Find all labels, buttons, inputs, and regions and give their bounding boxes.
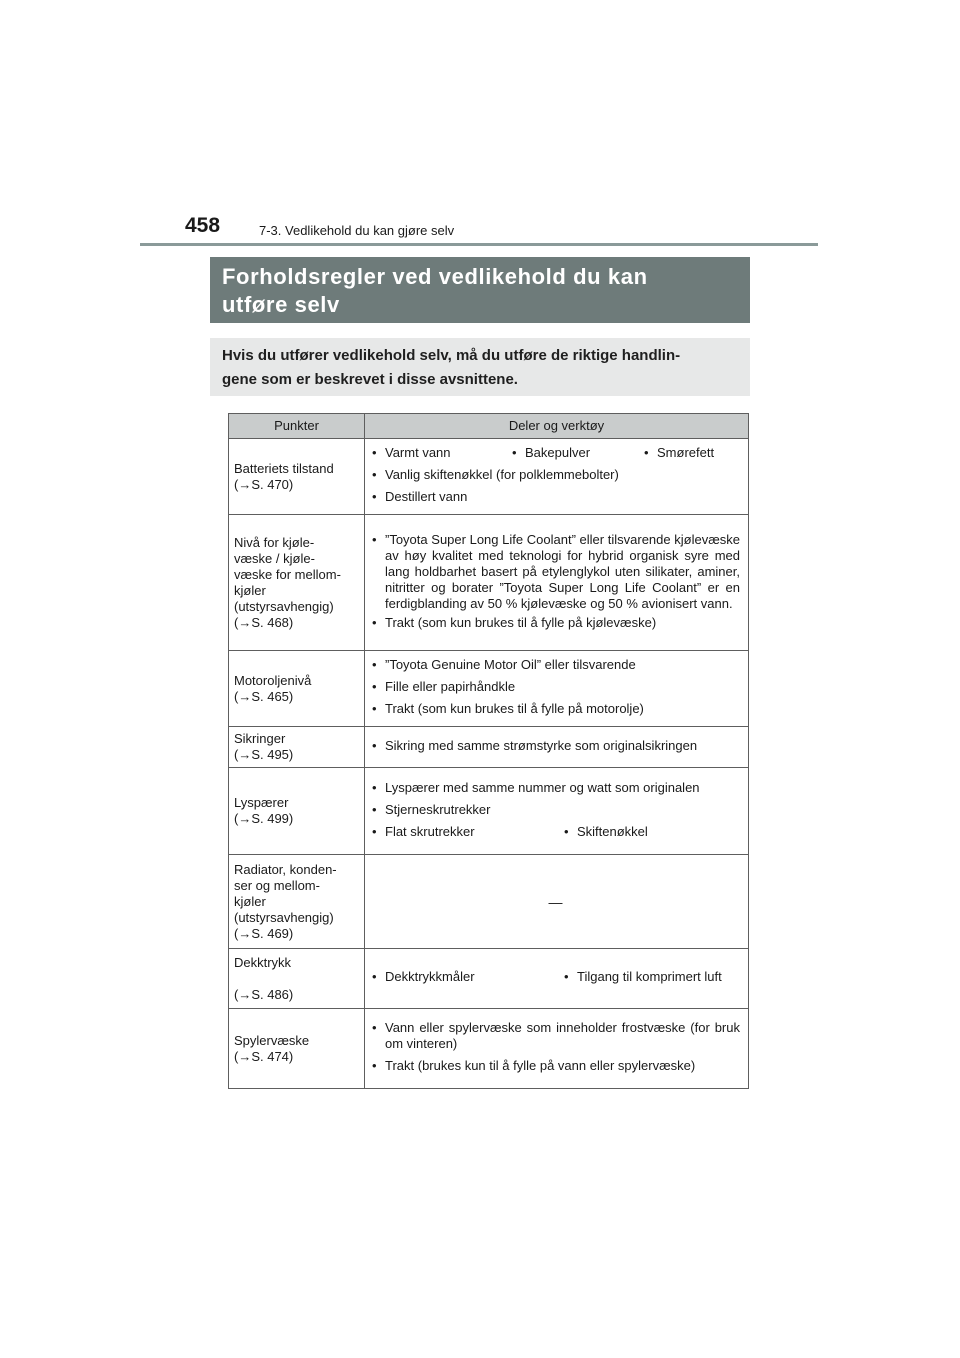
column-header-items: Punkter (229, 414, 365, 439)
list-item: • Tilgang til komprimert luft (563, 969, 740, 985)
empty-dash: — (548, 893, 563, 910)
table-row (229, 439, 749, 515)
list-item: • Smørefett (643, 445, 714, 461)
table-row (229, 727, 749, 768)
list-item: • Vanlig skiftenøkkel (for polklemmebolter) (371, 467, 740, 483)
list-item: • Fille eller papirhåndkle (371, 679, 740, 695)
intro-box (210, 338, 750, 396)
list-item: • Varmt vann (371, 445, 511, 461)
table-header-row (229, 414, 749, 439)
parts-cell (365, 1009, 749, 1089)
parts-cell (365, 727, 749, 768)
parts-cell (365, 949, 749, 1009)
parts-cell (365, 855, 749, 949)
list-item: • Flat skrutrekker (371, 824, 563, 840)
list-item: • Destillert vann (371, 489, 740, 505)
parts-table (228, 413, 749, 1089)
parts-cell (365, 515, 749, 651)
page-number: 458 (185, 214, 221, 237)
title-line-1: Forholdsregler ved vedlikehold du kan (222, 264, 648, 289)
parts-cell (365, 768, 749, 855)
item-cell: Dekktrykk (→S. 486) (229, 949, 365, 1009)
item-cell: Spylervæske (→S. 474) (229, 1009, 365, 1089)
item-cell: Batteriets tilstand (→S. 470) (229, 439, 365, 515)
title-line-2: utføre selv (222, 292, 340, 317)
header-divider (140, 243, 818, 246)
table-row (229, 651, 749, 727)
parts-inline-row (371, 445, 740, 461)
section-title: 7-3. Vedlikehold du kan gjøre selv (259, 223, 455, 238)
item-cell: Motoroljenivå (→S. 465) (229, 651, 365, 727)
list-item: • Trakt (som kun brukes til å fylle på kjølevæske) (371, 615, 740, 631)
list-item: • Skiftenøkkel (563, 824, 648, 840)
list-item: • Bakepulver (511, 445, 643, 461)
column-header-parts: Deler og verktøy (365, 414, 749, 439)
item-cell: Sikringer (→S. 495) (229, 727, 365, 768)
intro-line-1: Hvis du utfører vedlikehold selv, må du utføre de riktige handlin- (222, 347, 681, 364)
list-item: • Lyspærer med samme nummer og watt som originalen (371, 780, 740, 796)
parts-cell (365, 651, 749, 727)
list-item: • Sikring med samme strømstyrke som originalsikringen (371, 738, 740, 754)
list-item: • Dekktrykkmåler (371, 969, 563, 985)
title-box (210, 257, 750, 323)
parts-cell (365, 439, 749, 515)
item-cell: Radiator, konden- ser og mellom- kjøler (utstyrsavhengig) (→S. 469) (229, 855, 365, 949)
list-item: • ”Toyota Genuine Motor Oil” eller tilsvarende (371, 657, 740, 673)
item-cell: Lyspærer (→S. 499) (229, 768, 365, 855)
list-item: • ”Toyota Super Long Life Coolant” eller tilsvarende kjølevæske av høy kvalitet med teknologi for hybrid organisk syre med lang holdbarhet basert på etylenglykol uten silikater, aminer, nitritter og borater ”Toyota Super Long Life Coolant” er en ferdigblanding av 50 % kjølevæske og 50 % avionisert vann. (371, 532, 740, 612)
list-item: • Vann eller spylervæske som inneholder frostvæske (for bruk om vinteren) (371, 1020, 740, 1052)
intro-line-2: gene som er beskrevet i disse avsnittene. (222, 371, 518, 388)
table-row (229, 768, 749, 855)
parts-inline-row (371, 969, 740, 985)
list-item: • Trakt (som kun brukes til å fylle på motorolje) (371, 701, 740, 717)
table-row (229, 949, 749, 1009)
list-item: • Stjerneskrutrekker (371, 802, 740, 818)
list-item: • Trakt (brukes kun til å fylle på vann eller spylervæske) (371, 1058, 740, 1074)
item-cell: Nivå for kjøle- væske / kjøle- væske for mellom- kjøler (utstyrsavhengig) (→S. 468) (229, 515, 365, 651)
table-row (229, 855, 749, 949)
parts-inline-row (371, 824, 740, 840)
table-row (229, 515, 749, 651)
table-row (229, 1009, 749, 1089)
